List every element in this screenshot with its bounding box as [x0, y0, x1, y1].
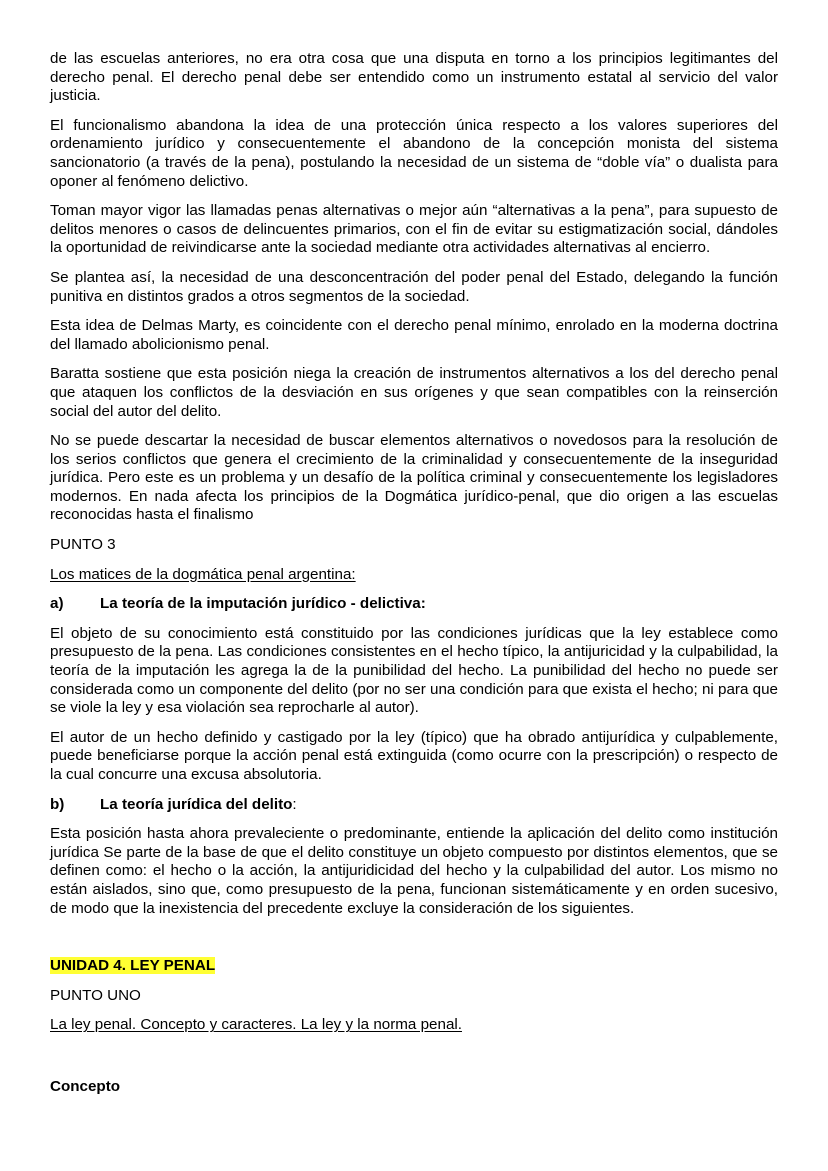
unidad-4-heading — [50, 957, 778, 976]
section-b-label: b) — [50, 795, 65, 813]
section-b-colon: : — [292, 795, 297, 813]
section-a-heading — [50, 595, 778, 614]
paragraph-4: Se plantea así, la necesidad de una desconcentración del poder penal del Estado, delegando la función punitiva en distintos grados a otros segmentos de la sociedad. — [50, 268, 778, 305]
punto-uno-heading: PUNTO UNO — [50, 986, 141, 1004]
paragraph-9: El autor de un hecho definido y castigado por la ley (típico) que ha obrado antijurídica y culpablemente, puede beneficiarse porque la acción penal está extinguida (como ocurre con la prescripción) o respecto de la cual concurre una excusa absolutoria. — [50, 728, 778, 783]
section-a-label: a) — [50, 595, 64, 613]
unidad-4-title: UNIDAD 4. LEY PENAL — [50, 957, 216, 975]
matices-subheading — [50, 566, 778, 585]
section-b-heading — [50, 796, 778, 815]
ley-penal-subheading — [50, 1016, 778, 1035]
paragraph-5: Esta idea de Delmas Marty, es coincidente con el derecho penal mínimo, enrolado en la moderna doctrina del llamado abolicionismo penal. — [50, 317, 778, 353]
paragraph-7: No se puede descartar la necesidad de buscar elementos alternativos o novedosos para la resolución de los serios conflictos que genera el crecimiento de la criminalidad y consecuentemente de la inseguridad jurídica. Pero este es un problema y un desafío de la política criminal y consecuentemente los legisladores modernos. En nada afecta los principios de la Dogmática jurídico-penal, que dio origen a las escuelas reconocidas hasta el finalismo — [50, 432, 778, 524]
ley-penal-text: La ley penal. Concepto y caracteres. La ley y la norma penal. — [50, 1016, 462, 1034]
paragraph-1: de las escuelas anteriores, no era otra cosa que una disputa en torno a los principios legitimantes del derecho penal. El derecho penal debe ser entendido como un instrumento estatal al servicio del valor justicia. — [50, 50, 778, 105]
paragraph-6: Baratta sostiene que esta posición niega la creación de instrumentos alternativos a los del derecho penal que ataquen los conflictos de la desviación en sus orígenes y que sean compatibles con la reinserción social del autor del delito. — [50, 365, 778, 420]
section-b-title: La teoría jurídica del delito — [100, 795, 293, 813]
punto-3-heading: PUNTO 3 — [50, 536, 116, 554]
section-a-title: La teoría de la imputación jurídico - delictiva: — [100, 595, 426, 613]
matices-text: Los matices de la dogmática penal argentina: — [50, 565, 356, 583]
paragraph-10: Esta posición hasta ahora prevaleciente o predominante, entiende la aplicación del delito como institución jurídica Se parte de la base de que el delito constituye un objeto compuesto por distintos elementos, que se definen como: el hecho o la acción, la antijuridicidad del hecho y la culpabilidad del autor. Los mismo no están aislados, sino que, como presupuesto de la pena, funcionan sistemáticamente y en orden sucesivo, de modo que la inexistencia del precedente excluye la consideración de los siguientes. — [50, 825, 778, 917]
paragraph-2: El funcionalismo abandona la idea de una protección única respecto a los valores superiores del ordenamiento jurídico y consecuentemente el abandono de la concepción monista del sistema sancionatorio (a través de la pena), postulando la necesidad de un sistema de “doble vía” o dualista para oponer al fenómeno delictivo. — [50, 116, 778, 190]
paragraph-3: Toman mayor vigor las llamadas penas alternativas o mejor aún “alternativas a la pena”, para supuesto de delitos menores o casos de delincuentes primarios, con el fin de evitar su estigmatización social, dándoles la oportunidad de reivindicarse ante la sociedad mediante otra actividades alternativas al encierro. — [50, 202, 778, 257]
concepto-heading: Concepto — [50, 1077, 121, 1095]
paragraph-8: El objeto de su conocimiento está constituido por las condiciones jurídicas que la ley establece como presupuesto de la pena. Las condiciones consistentes en el hecho típico, la antijuricidad y la culpabilidad, la teoría de la imputación les agrega la de la punibilidad del hecho. La punibilidad del hecho no puede ser considerada como un componente del delito (por no ser una condición para que exista el hecho; ni para que se viole la ley y esa violación sea reprocharle al autor). — [50, 624, 778, 717]
